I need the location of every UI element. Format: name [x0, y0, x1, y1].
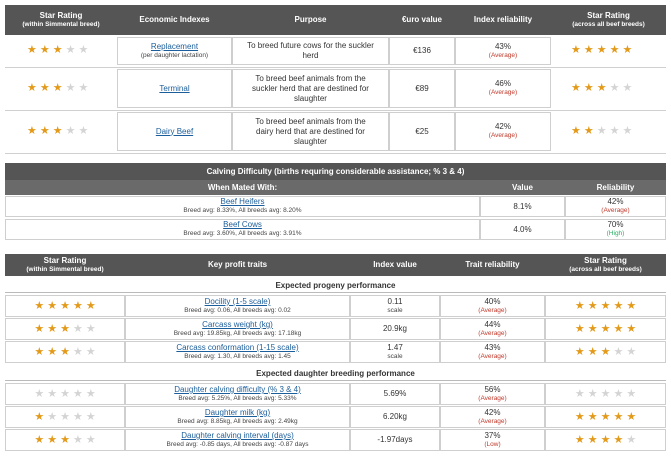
star-filled-icon: ★	[600, 433, 611, 446]
trait-link[interactable]: Daughter calving interval (days)	[181, 430, 294, 440]
purpose-cell: To breed beef animals from the dairy herd that are destined for slaughter	[232, 112, 389, 151]
star-empty-icon: ★	[65, 124, 76, 137]
stars-within-cell	[5, 295, 125, 317]
reliability-label: (Average)	[488, 51, 518, 59]
star-filled-icon: ★	[587, 410, 598, 423]
trait-reliability-value: 56%	[484, 384, 501, 394]
calving-reliability-label: (High)	[606, 230, 625, 238]
star-empty-icon: ★	[85, 387, 96, 400]
profit-header-star-rating-sub: (within Simmental breed)	[26, 265, 104, 273]
star-filled-icon: ★	[626, 410, 637, 423]
trait-sub: Breed avg: -0.85 days, All breeds avg: -0.87 days	[166, 440, 309, 448]
star-filled-icon: ★	[613, 410, 624, 423]
trait-sub: Breed avg: 19.85kg, All breeds avg: 17.18kg	[173, 329, 302, 337]
star-empty-icon: ★	[72, 387, 83, 400]
stars-within-breed	[34, 301, 95, 312]
calving-sub: Breed avg: 8.33%, All breeds avg: 8.20%	[183, 207, 302, 215]
profit-header-star-rating	[5, 254, 125, 276]
economic-index-row	[5, 67, 666, 111]
trait-sub: Breed avg: 8.85kg, All breeds avg: 2.49kg	[177, 417, 298, 425]
star-filled-icon: ★	[47, 299, 58, 312]
star-filled-icon: ★	[34, 299, 45, 312]
star-filled-icon: ★	[60, 433, 70, 446]
star-filled-icon: ★	[27, 124, 37, 137]
progeny-section-title: Expected progeny performance	[275, 281, 396, 290]
stars-within-cell	[5, 383, 125, 405]
star-filled-icon: ★	[72, 299, 83, 312]
trait-link[interactable]: Daughter calving difficulty (% 3 & 4)	[174, 384, 301, 394]
trait-value: 5.69%	[383, 389, 407, 398]
stars-all-cell	[545, 318, 666, 340]
star-empty-icon: ★	[609, 81, 620, 94]
calving-reliability-cell	[565, 196, 666, 217]
star-empty-icon: ★	[72, 345, 83, 358]
index-sub: (per daughter lactation)	[140, 51, 209, 59]
stars-all-cell	[545, 429, 666, 451]
star-empty-icon: ★	[65, 44, 76, 56]
star-empty-icon: ★	[622, 124, 633, 137]
star-filled-icon: ★	[39, 44, 50, 56]
stars-within-cell	[5, 406, 125, 428]
star-empty-icon: ★	[47, 410, 58, 423]
stars-all-breeds	[575, 412, 636, 423]
trait-reliability-label: (Average)	[478, 306, 507, 314]
euro-value: €136	[389, 37, 455, 65]
stars-all-cell	[545, 383, 666, 405]
progeny-divider	[5, 292, 666, 293]
trait-value-cell	[350, 406, 440, 428]
star-filled-icon: ★	[626, 322, 637, 335]
star-empty-icon: ★	[78, 81, 89, 94]
profit-header-star-rating-all-sub: (across all beef breeds)	[569, 265, 642, 273]
star-empty-icon: ★	[613, 387, 624, 400]
star-filled-icon: ★	[596, 81, 607, 94]
index-link[interactable]: Terminal	[159, 83, 190, 93]
calving-col-value: Value	[512, 182, 533, 192]
trait-link[interactable]: Carcass conformation (1-15 scale)	[176, 342, 299, 352]
calving-reliability-label: (Average)	[601, 207, 630, 215]
star-empty-icon: ★	[72, 410, 83, 423]
star-empty-icon: ★	[47, 387, 58, 400]
star-filled-icon: ★	[574, 433, 585, 446]
stars-within-cell	[5, 429, 125, 451]
star-filled-icon: ★	[609, 44, 620, 56]
profit-header-index-value: Index value	[373, 260, 417, 269]
trait-value-cell	[350, 295, 440, 317]
trait-reliability-cell	[440, 406, 545, 428]
trait-cell	[125, 429, 350, 451]
star-empty-icon: ★	[613, 345, 624, 358]
stars-all-breeds	[575, 435, 636, 446]
trait-reliability-label: (Average)	[478, 329, 507, 337]
daughter-section-title: Expected daughter breeding performance	[256, 369, 415, 378]
header-purpose: Purpose	[294, 15, 327, 24]
calving-row	[5, 218, 666, 241]
trait-reliability-label: (Low)	[484, 440, 501, 448]
star-filled-icon: ★	[571, 81, 581, 94]
trait-unit: scale	[387, 352, 403, 360]
stars-within-breed	[34, 324, 95, 335]
calving-col-mated: When Mated With:	[207, 182, 278, 192]
star-empty-icon: ★	[34, 387, 45, 400]
trait-reliability-value: 43%	[484, 342, 501, 352]
star-filled-icon: ★	[600, 322, 611, 335]
stars-within-breed	[27, 45, 88, 56]
trait-reliability-value: 40%	[484, 296, 501, 306]
star-empty-icon: ★	[85, 433, 96, 446]
star-filled-icon: ★	[39, 124, 50, 137]
stars-within-breed	[34, 347, 95, 358]
star-empty-icon: ★	[626, 433, 637, 446]
star-filled-icon: ★	[60, 299, 70, 312]
header-index-reliability: Index reliability	[473, 15, 533, 24]
star-filled-icon: ★	[600, 345, 611, 358]
star-empty-icon: ★	[587, 387, 598, 400]
reliability-label: (Average)	[488, 132, 518, 140]
star-empty-icon: ★	[622, 81, 633, 94]
reliability-value: 46%	[494, 79, 511, 89]
trait-value: -1.97days	[377, 435, 413, 444]
stars-all-breeds	[575, 324, 636, 335]
calving-row	[5, 195, 666, 218]
calving-link[interactable]: Beef Cows	[223, 220, 262, 230]
index-link[interactable]: Dairy Beef	[155, 126, 194, 136]
trait-value: 6.20kg	[382, 412, 408, 421]
profit-table-header	[5, 254, 666, 276]
star-filled-icon: ★	[587, 433, 598, 446]
index-cell	[117, 37, 232, 65]
calving-sub: Breed avg: 3.60%, All breeds avg: 3.91%	[183, 230, 302, 238]
trait-value-cell	[350, 341, 440, 363]
stars-all-breeds	[575, 301, 636, 312]
calving-mated-cell	[5, 219, 480, 240]
star-filled-icon: ★	[583, 124, 594, 137]
header-star-rating-label: Star Rating	[39, 10, 83, 20]
trait-reliability-cell	[440, 295, 545, 317]
star-empty-icon: ★	[78, 124, 89, 137]
calving-col-reliability: Reliability	[596, 182, 635, 192]
trait-reliability-value: 42%	[484, 407, 501, 417]
star-filled-icon: ★	[574, 299, 585, 312]
daughter-divider	[5, 380, 666, 381]
stars-all-breeds	[571, 83, 632, 94]
header-economic-indexes: Economic Indexes	[139, 15, 210, 24]
profit-header-key-traits: Key profit traits	[207, 260, 268, 269]
star-empty-icon: ★	[626, 345, 637, 358]
trait-value: 0.11	[387, 296, 403, 306]
star-empty-icon: ★	[85, 322, 96, 335]
header-star-rating-all-sub: (across all beef breeds)	[572, 20, 645, 28]
stars-all-cell	[545, 406, 666, 428]
star-empty-icon: ★	[626, 387, 637, 400]
calving-reliability-value: 70%	[607, 220, 624, 230]
star-empty-icon: ★	[72, 322, 83, 335]
stars-within-breed	[34, 389, 95, 400]
star-empty-icon: ★	[60, 387, 70, 400]
profit-header-star-rating-all	[545, 254, 666, 276]
trait-link[interactable]: Docility (1-5 scale)	[204, 296, 271, 306]
trait-reliability-cell	[440, 341, 545, 363]
star-filled-icon: ★	[34, 433, 45, 446]
trait-value: 20.9kg	[382, 324, 408, 333]
trait-reliability-cell	[440, 429, 545, 451]
trait-value-cell	[350, 318, 440, 340]
star-filled-icon: ★	[39, 81, 50, 94]
index-link[interactable]: Replacement	[150, 41, 199, 51]
profit-trait-row	[5, 406, 666, 428]
star-filled-icon: ★	[600, 410, 611, 423]
star-filled-icon: ★	[613, 433, 624, 446]
calving-value: 4.0%	[480, 219, 565, 240]
calving-col-header	[5, 180, 666, 195]
reliability-value: 42%	[494, 122, 511, 132]
star-filled-icon: ★	[583, 44, 594, 56]
profit-trait-row	[5, 341, 666, 363]
purpose-cell: To breed beef animals from the suckler herd that are destined for slaughter	[232, 69, 389, 108]
header-euro-value: €uro value	[401, 15, 442, 24]
star-filled-icon: ★	[52, 44, 63, 56]
calving-mated-cell	[5, 196, 480, 217]
calving-reliability-value: 42%	[607, 197, 624, 207]
reliability-cell	[455, 112, 551, 151]
stars-within-cell	[5, 318, 125, 340]
star-filled-icon: ★	[613, 299, 624, 312]
star-filled-icon: ★	[626, 299, 637, 312]
stars-within-breed	[34, 435, 95, 446]
reliability-cell	[455, 69, 551, 108]
trait-reliability-cell	[440, 318, 545, 340]
trait-link[interactable]: Daughter milk (kg)	[204, 407, 271, 417]
trait-value: 1.47	[387, 342, 403, 352]
star-filled-icon: ★	[587, 299, 598, 312]
trait-reliability-label: (Average)	[478, 417, 507, 425]
trait-sub: Breed avg: 5.25%, All breeds avg: 5.33%	[178, 394, 297, 402]
reliability-label: (Average)	[488, 89, 518, 97]
star-filled-icon: ★	[27, 44, 37, 56]
star-filled-icon: ★	[34, 322, 45, 335]
profit-trait-row	[5, 429, 666, 451]
top-table-header	[5, 5, 666, 35]
star-filled-icon: ★	[27, 81, 37, 94]
star-filled-icon: ★	[60, 345, 70, 358]
calving-title: Calving Difficulty (births requring considerable assistance; % 3 & 4)	[206, 166, 465, 176]
star-filled-icon: ★	[60, 322, 70, 335]
star-filled-icon: ★	[622, 44, 633, 56]
star-empty-icon: ★	[85, 410, 96, 423]
star-empty-icon: ★	[65, 81, 76, 94]
star-empty-icon: ★	[85, 345, 96, 358]
stars-within-breed	[27, 83, 88, 94]
star-empty-icon: ★	[609, 124, 620, 137]
trait-cell	[125, 341, 350, 363]
trait-value-cell	[350, 429, 440, 451]
header-star-rating-all-label: Star Rating	[587, 10, 630, 20]
star-filled-icon: ★	[34, 345, 45, 358]
stars-all-breeds	[575, 389, 636, 400]
calving-value: 8.1%	[480, 196, 565, 217]
trait-link[interactable]: Carcass weight (kg)	[202, 319, 273, 329]
star-filled-icon: ★	[47, 433, 58, 446]
star-filled-icon: ★	[47, 345, 58, 358]
trait-sub: Breed avg: 1.30, All breeds avg: 1.45	[184, 352, 291, 360]
header-star-rating-sub: (within Simmental breed)	[22, 20, 100, 28]
trait-sub: Breed avg: 0.06, All breeds avg: 0.02	[184, 306, 291, 314]
economic-index-row	[5, 35, 666, 68]
star-filled-icon: ★	[34, 410, 45, 423]
star-filled-icon: ★	[596, 44, 607, 56]
profit-trait-row	[5, 318, 666, 340]
profit-trait-row	[5, 383, 666, 405]
stars-all-breeds	[571, 45, 632, 56]
star-filled-icon: ★	[574, 410, 585, 423]
trait-unit: scale	[387, 306, 403, 314]
trait-cell	[125, 383, 350, 405]
trait-cell	[125, 318, 350, 340]
profit-header-trait-reliability: Trait reliability	[465, 260, 520, 269]
star-empty-icon: ★	[600, 387, 611, 400]
star-filled-icon: ★	[574, 322, 585, 335]
trait-reliability-label: (Average)	[478, 394, 507, 402]
star-filled-icon: ★	[52, 81, 63, 94]
star-filled-icon: ★	[571, 124, 581, 137]
economic-index-row	[5, 110, 666, 154]
star-filled-icon: ★	[587, 345, 598, 358]
star-filled-icon: ★	[52, 124, 63, 137]
index-cell	[117, 112, 232, 151]
stars-within-breed	[34, 412, 95, 423]
profit-header-star-rating-label: Star Rating	[43, 255, 87, 265]
star-filled-icon: ★	[600, 299, 611, 312]
star-filled-icon: ★	[574, 345, 585, 358]
trait-reliability-value: 37%	[484, 430, 501, 440]
profit-header-star-rating-all-label: Star Rating	[584, 255, 627, 265]
trait-cell	[125, 406, 350, 428]
stars-within-cell	[5, 341, 125, 363]
star-empty-icon: ★	[574, 387, 585, 400]
header-star-rating-all	[551, 5, 666, 35]
trait-reliability-value: 44%	[484, 319, 501, 329]
calving-title-bar	[5, 163, 666, 180]
star-filled-icon: ★	[571, 44, 581, 56]
trait-reliability-cell	[440, 383, 545, 405]
stars-within-breed	[27, 126, 88, 137]
calving-reliability-cell	[565, 219, 666, 240]
stars-all-cell	[545, 295, 666, 317]
star-empty-icon: ★	[596, 124, 607, 137]
reliability-value: 43%	[494, 41, 511, 51]
trait-value-cell	[350, 383, 440, 405]
star-empty-icon: ★	[78, 44, 89, 56]
star-filled-icon: ★	[587, 322, 598, 335]
euro-value: €89	[389, 69, 455, 108]
star-empty-icon: ★	[60, 410, 70, 423]
star-filled-icon: ★	[583, 81, 594, 94]
purpose-cell: To breed future cows for the suckler herd	[232, 37, 389, 65]
trait-reliability-label: (Average)	[478, 352, 507, 360]
stars-all-breeds	[575, 347, 636, 358]
euro-value: €25	[389, 112, 455, 151]
profit-trait-row	[5, 295, 666, 317]
reliability-cell	[455, 37, 551, 65]
stars-all-breeds	[571, 126, 632, 137]
trait-cell	[125, 295, 350, 317]
star-filled-icon: ★	[613, 322, 624, 335]
header-star-rating	[5, 5, 117, 35]
star-empty-icon: ★	[72, 433, 83, 446]
index-cell	[117, 69, 232, 108]
calving-link[interactable]: Beef Heifers	[220, 197, 265, 207]
stars-all-cell	[545, 341, 666, 363]
star-filled-icon: ★	[85, 299, 96, 312]
star-filled-icon: ★	[47, 322, 58, 335]
